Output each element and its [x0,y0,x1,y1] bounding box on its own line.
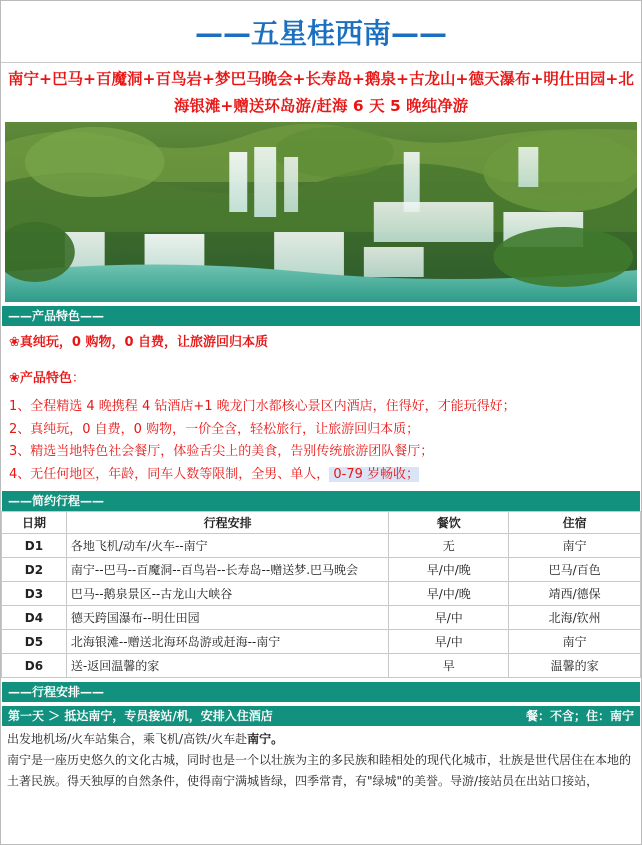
day1-title: 第一天 ＞ 抵达南宁，专员接站/机，安排入住酒店 [8,709,273,723]
route-cell: 各地飞机/动车/火车--南宁 [66,534,388,558]
itinerary-bar: ——简约行程—— [2,491,640,511]
itinerary-table [1,511,641,678]
route-subtitle: 南宁+巴马+百魔洞+百鸟岩+梦巴马晚会+长寿岛+鹅泉+古龙山+德天瀑布+明仕田园+北海银滩+赠送环岛游/赶海 6 天 5 晚纯净游 [8,70,634,115]
day1-description [1,726,641,795]
meal-cell: 早 [389,654,509,678]
waterfall-landscape-icon [5,122,637,302]
hotel-cell: 南宁 [509,534,641,558]
features-sublabel [9,368,633,390]
route-cell: 南宁--巴马--百魔洞--百鸟岩--长寿岛--赠送梦.巴马晚会 [66,558,388,582]
table-header-row [2,512,641,534]
day-cell: D5 [2,630,67,654]
column-header-meal: 餐饮 [389,512,509,534]
feature-item-4-highlight: 0-79 岁畅收； [329,466,420,482]
page-title: ——五星桂西南—— [1,1,641,63]
hotel-cell: 南宁 [509,630,641,654]
features-block [1,326,641,486]
day-cell: D3 [2,582,67,606]
features-list [9,396,633,486]
route-cell: 北海银滩--赠送北海环岛游或赶海--南宁 [66,630,388,654]
features-sublabel-colon: ： [71,371,85,386]
meal-cell: 早/中 [389,606,509,630]
waterfall-photo [5,122,637,302]
day-cell: D2 [2,558,67,582]
hotel-cell: 巴马/百色 [509,558,641,582]
features-headline: ❀真纯玩，0 购物，0 自费，让旅游回归本质 [9,335,269,350]
column-header-hotel: 住宿 [509,512,641,534]
table-row [2,534,641,558]
feature-item: 1、全程精选 4 晚携程 4 钻酒店+1 晚龙门水都核心景区内酒店，住得好，才能玩得好； [9,399,516,414]
feature-item-4-text: 4、无任何地区，年龄，同车人数等限制，全男、单人， [9,466,330,482]
table-row [2,630,641,654]
meal-cell: 早/中/晚 [389,582,509,606]
meal-cell: 早/中 [389,630,509,654]
day1-paragraph-1-text: 出发地机场/火车站集合，乘飞机/高铁/火车赴 [7,732,248,746]
route-cell: 送-返回温馨的家 [66,654,388,678]
day1-paragraph-2: 南宁是一座历史悠久的文化古城，同时也是一个以壮族为主的多民族和睦相处的现代化城市，壮族是世代居住在本地的土著民族。得天独厚的自然条件，使得南宁满城皆绿，四季常青，有"绿城"的美誉。导游/接站员在出站口接站， [7,753,632,788]
hotel-cell: 靖西/德保 [509,582,641,606]
day-cell: D4 [2,606,67,630]
day1-paragraph-1-bold: 南宁。 [247,732,284,746]
route-cell: 巴马--鹅泉景区--古龙山大峡谷 [66,582,388,606]
features-bar: ——产品特色—— [2,306,640,326]
day1-paragraph-1 [7,729,635,750]
hotel-cell: 温馨的家 [509,654,641,678]
day-cell: D6 [2,654,67,678]
meal-cell: 早/中/晚 [389,558,509,582]
day1-bar [2,706,640,726]
schedule-bar: ——行程安排—— [2,682,640,702]
table-row [2,582,641,606]
feature-item [9,464,633,487]
features-sublabel-text: ❀产品特色 [9,371,72,386]
table-row [2,606,641,630]
hotel-cell: 北海/钦州 [509,606,641,630]
column-header-route: 行程安排 [66,512,388,534]
day-cell: D1 [2,534,67,558]
day1-meta: 餐：不含；住：南宁 [525,709,634,723]
feature-item: 3、精选当地特色社会餐厅，体验舌尖上的美食，告别传统旅游团队餐厅； [9,444,434,459]
table-row [2,654,641,678]
table-row [2,558,641,582]
route-cell: 德天跨国瀑布--明仕田园 [66,606,388,630]
feature-item: 2、真纯玩，0 自费，0 购物，一价全含，轻松旅行，让旅游回归本质； [9,421,420,437]
meal-cell: 无 [389,534,509,558]
column-header-date: 日期 [2,512,67,534]
